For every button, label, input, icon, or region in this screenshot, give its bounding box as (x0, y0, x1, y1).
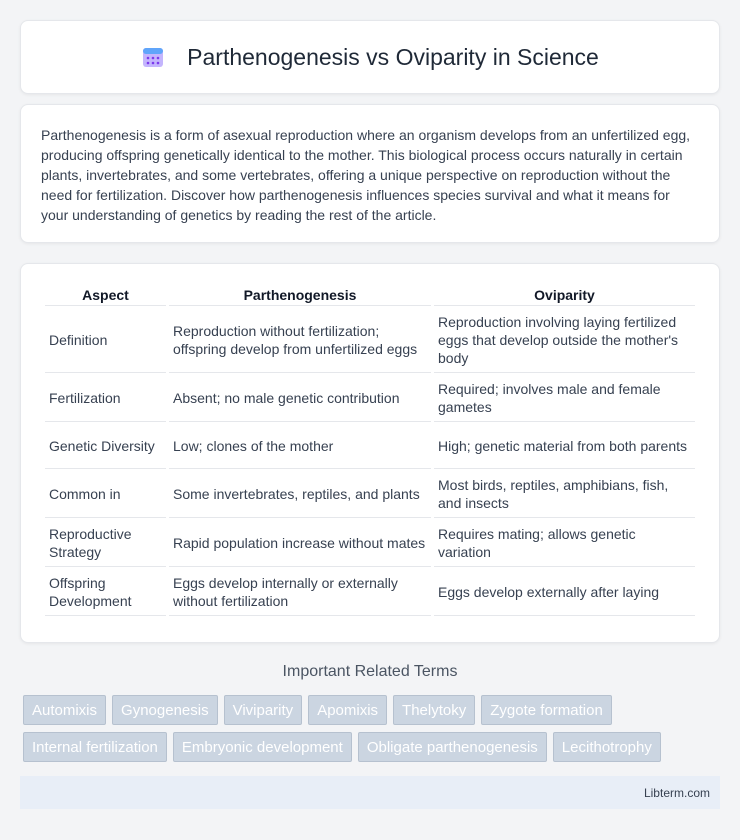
comparison-table-card (20, 263, 720, 643)
table-cell: Required; involves male and female gametes (434, 375, 695, 422)
tag-thelytoky[interactable]: Thelytoky (393, 695, 475, 725)
tag-obligate-parthenogenesis[interactable]: Obligate parthenogenesis (358, 732, 547, 762)
table-header-row (45, 282, 695, 306)
table-row (45, 424, 695, 469)
table-row (45, 375, 695, 422)
table-cell: Most birds, reptiles, amphibians, fish, and insects (434, 471, 695, 518)
table-cell: Requires mating; allows genetic variation (434, 520, 695, 567)
intro-text: Parthenogenesis is a form of asexual reproduction where an organism develops from an unfertilized egg, producing offspring genetically identical to the mother. This biological process occurs naturally in certain plants, invertebrates, and some vertebrates, offering a unique perspective on reproduction without the need for fertilization. Discover how parthenogenesis influences species survival and what it means for your understanding of genetics by reading the rest of the article. (41, 127, 691, 223)
table-row (45, 308, 695, 373)
table-cell: Rapid population increase without mates (169, 520, 431, 567)
tag-zygote-formation[interactable]: Zygote formation (481, 695, 612, 725)
footer-site-link[interactable]: Libterm.com (643, 785, 710, 800)
tag-automixis[interactable]: Automixis (23, 695, 106, 725)
table-cell: Some invertebrates, reptiles, and plants (169, 471, 431, 518)
related-terms-tags (23, 695, 713, 762)
table-row (45, 569, 695, 616)
tag-gynogenesis[interactable]: Gynogenesis (112, 695, 218, 725)
calendar-icon (141, 45, 165, 69)
column-header: Oviparity (434, 282, 695, 306)
table-cell: Reproduction involving laying fertilized eggs that develop outside the mother's body (434, 308, 695, 373)
column-header: Parthenogenesis (169, 282, 431, 306)
table-cell: Definition (45, 308, 166, 373)
comparison-table (42, 280, 698, 618)
table-cell: Reproduction without fertilization; offspring develop from unfertilized eggs (169, 308, 431, 373)
page-title: Parthenogenesis vs Oviparity in Science (187, 43, 599, 70)
header-card (20, 20, 720, 94)
tag-embryonic-development[interactable]: Embryonic development (173, 732, 352, 762)
related-terms-title: Important Related Terms (282, 663, 458, 680)
table-cell: Reproductive Strategy (45, 520, 166, 567)
table-cell: Eggs develop internally or externally without fertilization (169, 569, 431, 616)
table-cell: Absent; no male genetic contribution (169, 375, 431, 422)
tag-viviparity[interactable]: Viviparity (224, 695, 303, 725)
table-cell: Common in (45, 471, 166, 518)
table-cell: High; genetic material from both parents (434, 424, 695, 469)
table-cell: Low; clones of the mother (169, 424, 431, 469)
table-cell: Fertilization (45, 375, 166, 422)
footer (20, 776, 720, 809)
column-header: Aspect (45, 282, 166, 306)
table-row (45, 520, 695, 567)
table-row (45, 471, 695, 518)
table-cell: Genetic Diversity (45, 424, 166, 469)
tag-internal-fertilization[interactable]: Internal fertilization (23, 732, 167, 762)
intro-card (20, 104, 720, 243)
table-cell: Offspring Development (45, 569, 166, 616)
tag-apomixis[interactable]: Apomixis (308, 695, 387, 725)
table-cell: Eggs develop externally after laying (434, 569, 695, 616)
tag-lecithotrophy[interactable]: Lecithotrophy (553, 732, 661, 762)
